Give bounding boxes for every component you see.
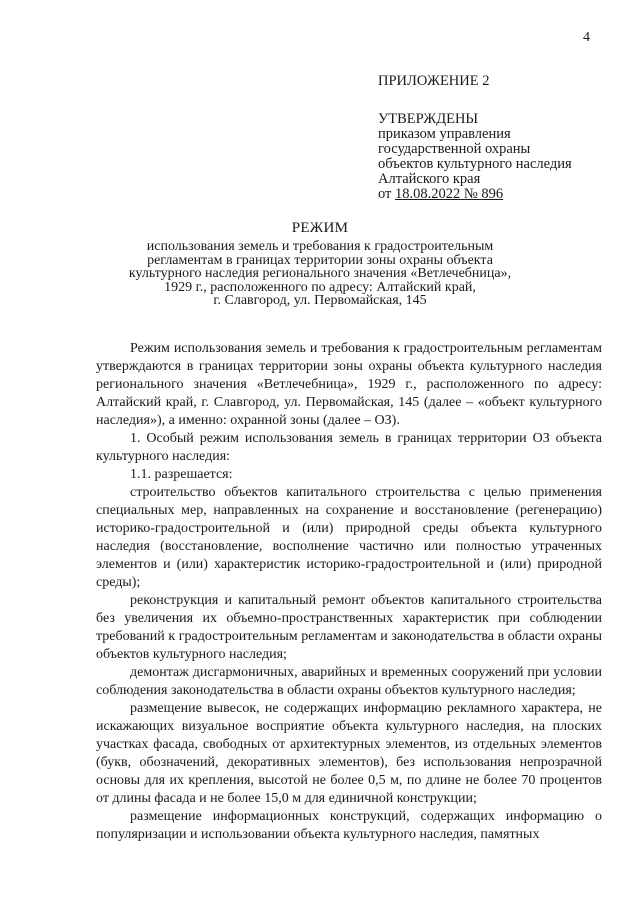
body-paragraph: Режим использования земель и требования к градостроительным регламентам утверждаются в границах территории зоны охраны объекта культурного наследия регионального значения «Ветлечебница», 1929 г., расположенного по адресу: Алтайский край, г. Славгород, ул. Первомайская, 145 (далее – «объект культурного наследия»), а именно: охранной зоны (далее – ОЗ). <box>96 341 602 428</box>
subtitle-line: регламентам в границах территории зоны охраны объекта <box>147 252 493 268</box>
annex-label: ПРИЛОЖЕНИЕ 2 <box>378 73 490 89</box>
body-paragraph: демонтаж дисгармоничных, аварийных и временных сооружений при условии соблюдения законодательства в области охраны объектов культурного наследия; <box>96 665 602 698</box>
approval-line: приказом управления <box>378 126 511 142</box>
order-date: 18.08.2022 <box>395 186 461 202</box>
order-number: 896 <box>481 186 504 202</box>
body-paragraph: реконструкция и капитальный ремонт объектов капитального строительства без увеличения их объемно-пространственных характеристик при соблюдении требований к градостроительным регламентам и законодательства в области охраны объектов культурного наследия; <box>96 593 602 662</box>
number-prefix: № <box>460 186 482 202</box>
approval-date-line <box>378 187 572 202</box>
approved-label: УТВЕРЖДЕНЫ <box>378 111 479 127</box>
body-paragraph: строительство объектов капитального строительства с целью применения специальных мер, направленных на сохранение и восстановление (регенерацию) историко-градостроительной и (или) природной среды объекта культурного наследия (восстановление, восполнение частично или полностью утраченных элементов и (или) характеристик историко-градостроительной и (или) природной среды); <box>96 485 602 590</box>
approval-line: объектов культурного наследия <box>378 156 572 172</box>
approval-line: государственной охраны <box>378 141 531 157</box>
approval-block <box>378 74 572 202</box>
document-body <box>96 340 602 844</box>
body-paragraph: размещение информационных конструкций, содержащих информацию о популяризации и использовании объекта культурного наследия, памятных <box>96 809 602 842</box>
body-paragraph: размещение вывесок, не содержащих информацию рекламного характера, не искажающих визуальное восприятие объекта культурного наследия, на плоских участках фасада, свободных от архитектурных элементов, из отдельных элементов (букв, обозначений, декоративных элементов), без использования непрозрачной основы для их крепления, высотой не более 0,5 м, по длине не более 70 процентов от длины фасада и не более 15,0 м для единичной конструкции; <box>96 701 602 806</box>
document-subtitle <box>0 240 640 308</box>
date-prefix: от <box>378 186 396 202</box>
approval-line: Алтайского края <box>378 171 481 187</box>
subtitle-line: культурного наследия регионального значения «Ветлечебница», <box>128 266 512 281</box>
body-paragraph: 1. Особый режим использования земель в границах территории ОЗ объекта культурного наследия: <box>96 431 602 464</box>
body-paragraph: 1.1. разрешается: <box>130 467 233 482</box>
subtitle-line: 1929 г., расположенного по адресу: Алтайский край, <box>164 279 476 295</box>
page-number: 4 <box>583 30 590 45</box>
subtitle-line: г. Славгород, ул. Первомайская, 145 <box>213 293 427 308</box>
subtitle-line: использования земель и требования к градостроительным <box>146 239 494 254</box>
document-title: РЕЖИМ <box>291 220 349 236</box>
